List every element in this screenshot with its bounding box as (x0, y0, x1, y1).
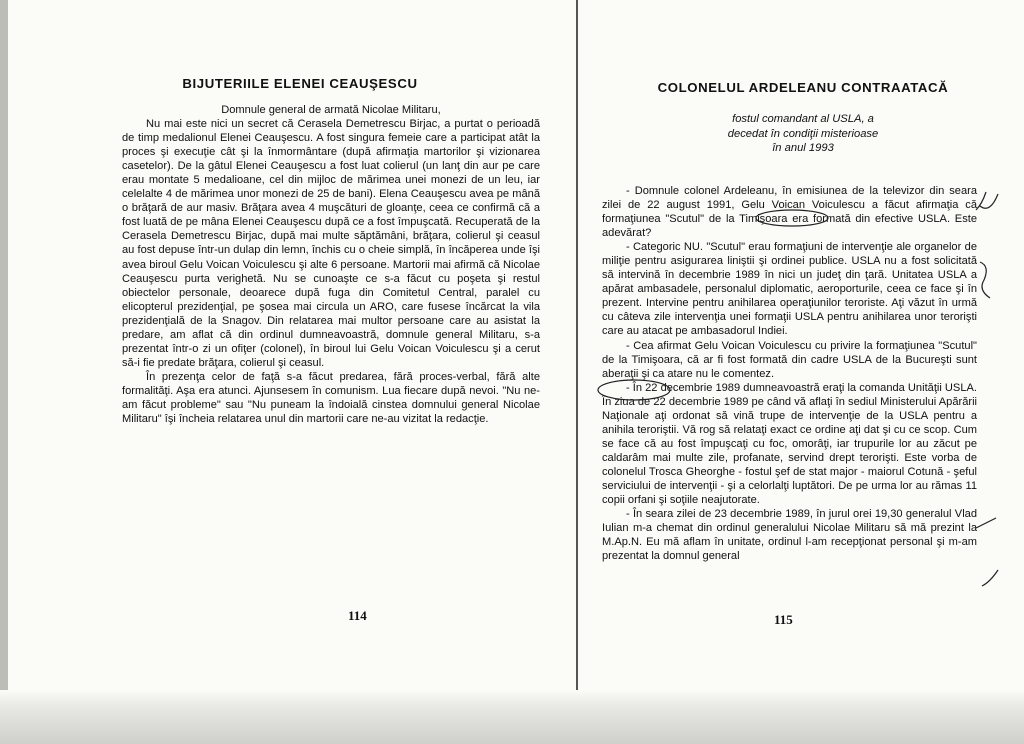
salutation: Domnule general de armată Nicolae Militaru, (221, 104, 441, 116)
margin-check-mark (976, 192, 998, 210)
left-page-body (122, 103, 540, 426)
margin-check-mark (982, 570, 998, 586)
scan-bottom-shadow (0, 690, 1024, 744)
margin-bracket-mark (980, 262, 990, 298)
right-paragraph-2: - Categoric NU. "Scutul" erau formaţiuni de intervenţie ale organelor de miliţie pentru asigurarea liniştii şi ordinei publice. USLA nu a fost solicitată să intervină în decembrie 1989 în nici un judeţ din ţară. Unitatea USLA a apărat ambasadele, personalul diplomatic, aeroporturile, ceea ce face şi în prezent. Intervine pentru anihilarea operaţiunilor teroriste. Aţi văzut în urmă cu câteva zile intervenţia unei formaţii USLA pentru anihilarea unor terorişti care au atacat pe ambasadorul Indiei. (602, 241, 977, 338)
margin-check-mark (976, 518, 996, 528)
right-paragraph-5: - În seara zilei de 23 decembrie 1989, în jurul orei 19,30 generalul Vlad Iulian m-a chemat din ordinul generalului Nicolae Militaru să mă prezint la M.Ap.N. Eu mă aflam în unitate, ordinul l-am recepţionat personal şi m-am prezentat la domnul general (602, 508, 977, 563)
subtitle-line: fostul comandant al USLA, a (732, 113, 874, 125)
right-paragraph-4: - În 22 decembrie 1989 dumneavoastră eraţi la comanda Unităţii USLA. În ziua de 22 decembrie 1989 pe când vă aflaţi în sediul Ministerului Apărării Naţionale aţi ordonat să vină trupe de intervenţie de la USLA pentru a anihila teroriştii. Vă rog să relataţi exact ce ordine aţi dat şi cu ce scop. Cum se face că au fost împuşcaţi cu foc, omorâţi, iar trupurile lor au zăcut pe caldarâm mai multe zile, profanate, servind drept terorişti. Este vorba de colonelul Trosca Gheorghe - fostul şef de stat major - maiorul Cotună - şeful serviciului de intervenţii - şi a celorlalţi luptători. De pe urma lor au rămas 11 copii orfani şi soţiile neajutorate. (602, 381, 977, 507)
page-edge (0, 0, 8, 744)
right-paragraph-1: - Domnule colonel Ardeleanu, în emisiunea de la televizor din seara zilei de 22 august 1991, Gelu Voican Voiculescu a făcut afirmaţia că formaţiunea "Scutul" de la Timişoara era formată din efective USLA. Este adevărat? (602, 185, 977, 240)
right-page-number: 115 (774, 612, 793, 627)
subtitle-line: în anul 1993 (772, 142, 834, 154)
left-page-number: 114 (348, 608, 367, 623)
left-page-title: BIJUTERIILE ELENEI CEAUŞESCU (182, 76, 418, 91)
right-page-title: COLONELUL ARDELEANU CONTRAATACĂ (657, 80, 949, 95)
left-paragraph-2: În prezenţa celor de faţă s-a făcut predarea, fără proces-verbal, fără alte formalităţi. Aşa era atunci. Ajunsesem în comunism. Lua fiecare după nevoi. "Nu ne-am făcut probleme" sau "Nu puneam la îndoială cinstea domnului general Nicolae Militaru" îşi încheia relatarea unul din martorii care ne-au vizitat la redacţie. (122, 370, 540, 426)
right-paragraph-3: - Cea afirmat Gelu Voican Voiculescu cu privire la formaţiunea "Scutul" de la Timişoara, că ar fi fost formată din cadre USLA de la Bucureşti sunt aberaţii şi ca atare nu le comentez. (602, 339, 977, 380)
subtitle-line: decedat în condiţii misterioase (727, 127, 879, 140)
right-page (578, 0, 1024, 744)
right-page-subtitle (668, 112, 938, 156)
left-paragraph-1: Nu mai este nici un secret că Cerasela Demetrescu Birjac, a purtat o perioadă de timp medalionul Elenei Ceauşescu. A fost singura femeie care a participat atât la proces şi execuţie cât şi la înmormântare (după afirmaţia martorilor şi vizionarea casetelor). De la gâtul Elenei Ceauşescu a fost luat colierul (un lanţ din aur pe care erau montate 5 medalioane, cel din mijloc de mărimea unei monezi de un leu, iar celelalte 4 de mărimea unor monezi de 25 de bani). Elena Ceauşescu avea pe mână o brăţară de aur masiv. Brăţara avea 4 muşcături de gloanţe, ceea ce confirmă că a fost luată de pe mâna Elenei Ceauşescu după ce a fost împuşcată. Recuperată de la Cerasela Demetrescu Birjac, după mai multe săptămâni, brăţara, colierul şi ceasul au fost depuse într-un dulap din lemn, închis cu o cheie simplă, în încăperea unde îşi avea biroul Gelu Voican Voiculescu şi alte 6 persoane. Martorii mai afirmă că Nicolae Ceauşescu purta verighetă. Nu se cunoaşte ce s-a făcut cu poşeta şi restul obiectelor personale, deoarece după fuga din Comitetul Central, paralel cu elicopterul prezidenţial, pe şosea mai circula un ARO, care fusese încărcat la vila prezidenţială de la Snagov. Din relatarea mai multor persoane care au asistat la predare, am aflat că din ordinul dumneavoastră, domnule general Militaru, s-a prezentat într-o zi un ofiţer (colonel), în biroul lui Gelu Voican Voiculescu şi a cerut să-i fie predate brăţara, colierul şi ceasul. (122, 118, 540, 369)
right-page-body (602, 184, 977, 563)
